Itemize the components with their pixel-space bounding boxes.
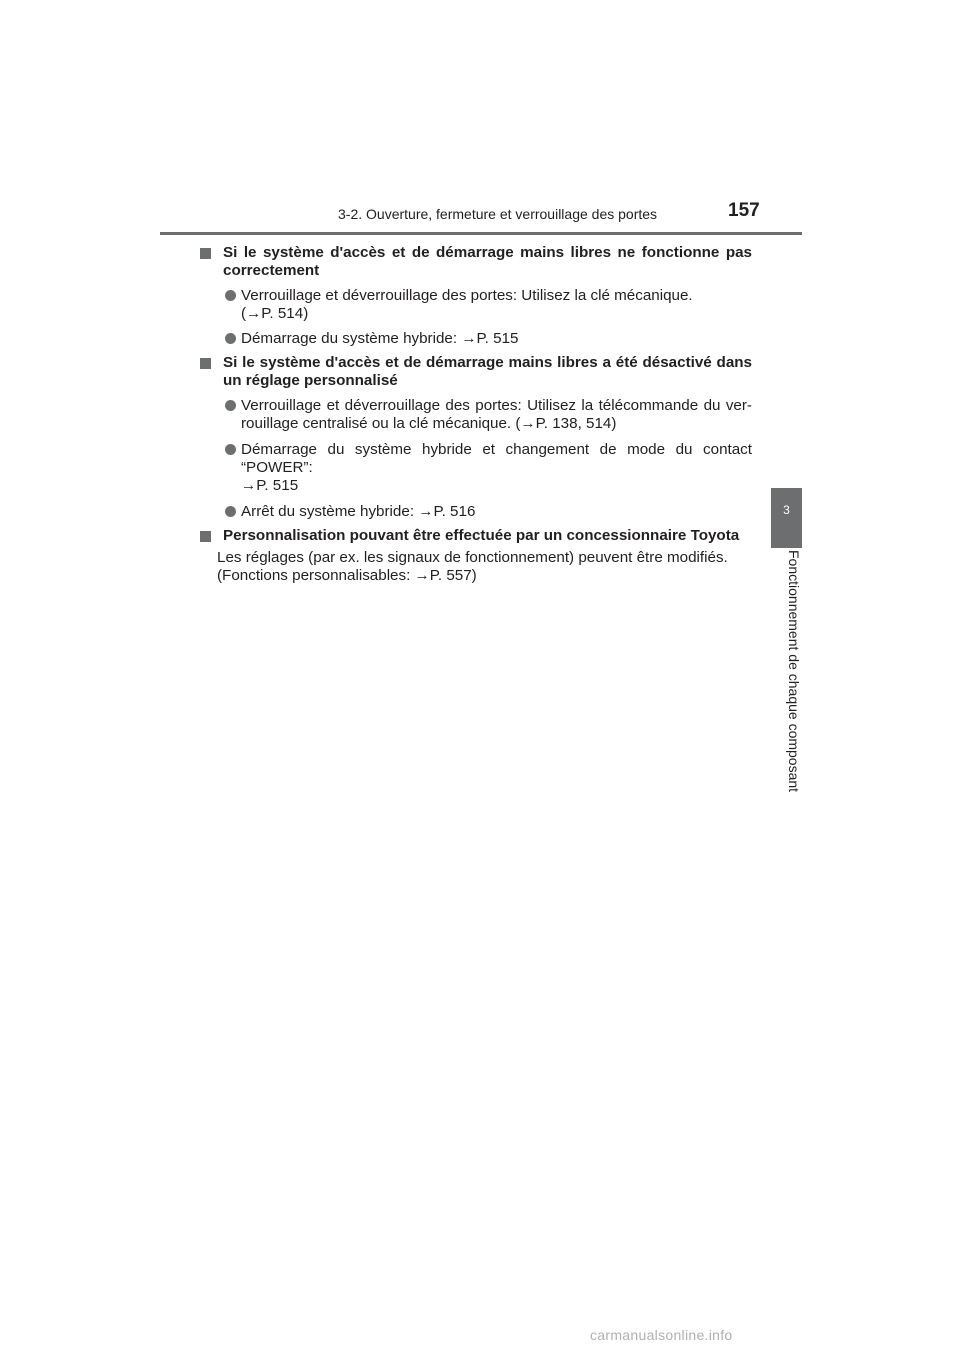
section-title: 3-2. Ouverture, fermeture et verrouillage des portes — [338, 206, 658, 222]
round-bullet-icon — [225, 290, 236, 301]
list-item — [224, 397, 752, 433]
list-item — [224, 503, 752, 521]
watermark: carmanualsonline.info — [590, 1327, 733, 1343]
list-item — [224, 441, 752, 495]
square-bullet-icon — [200, 248, 211, 259]
list-item-line: →P. 515 — [241, 477, 299, 494]
chapter-tab — [771, 488, 802, 548]
round-bullet-icon — [225, 444, 236, 455]
section-heading — [200, 527, 752, 545]
section-heading — [200, 354, 752, 390]
square-bullet-icon — [200, 358, 211, 369]
page-number: 157 — [728, 200, 760, 221]
list-item-line: Verrouillage et déverrouillage des portes: Utilisez la clé mécanique. — [241, 287, 693, 304]
paragraph-line: (Fonctions personnalisables: →P. 557) — [217, 567, 477, 584]
heading-line: correctement — [223, 262, 320, 279]
list-item-line: Arrêt du système hybride: →P. 516 — [241, 503, 476, 520]
list-item — [224, 287, 752, 323]
chapter-label: Fonctionnement de chaque composant — [786, 550, 802, 793]
list-item — [224, 330, 752, 348]
section-paragraph — [217, 549, 752, 585]
list-item-line: rouillage centralisé ou la clé mécanique. (→P. 138, 514) — [241, 415, 617, 432]
list-item-line: “POWER”: — [241, 459, 313, 476]
paragraph-line: Les réglages (par ex. les signaux de fonctionnement) peuvent être modifiés. — [217, 549, 728, 566]
heading-line: Si le système d'accès et de démarrage mains libres ne fonctionne pas — [223, 244, 752, 261]
list-item-line: Démarrage du système hybride: →P. 515 — [241, 330, 519, 347]
list-item-line: Démarrage du système hybride et changement de mode du contact — [241, 441, 752, 458]
chapter-number: 3 — [783, 503, 790, 517]
heading-line: Personnalisation pouvant être effectuée par un concessionnaire Toyota — [223, 527, 740, 544]
round-bullet-icon — [225, 506, 236, 517]
list-item-line: (→P. 514) — [241, 305, 309, 322]
section-heading — [200, 244, 752, 280]
header-divider — [160, 232, 802, 235]
list-item-line: Verrouillage et déverrouillage des portes: Utilisez la télécommande du ver- — [241, 397, 752, 414]
square-bullet-icon — [200, 531, 211, 542]
round-bullet-icon — [225, 333, 236, 344]
heading-line: Si le système d'accès et de démarrage mains libres a été désactivé dans — [223, 354, 752, 371]
heading-line: un réglage personnalisé — [223, 372, 398, 389]
round-bullet-icon — [225, 400, 236, 411]
